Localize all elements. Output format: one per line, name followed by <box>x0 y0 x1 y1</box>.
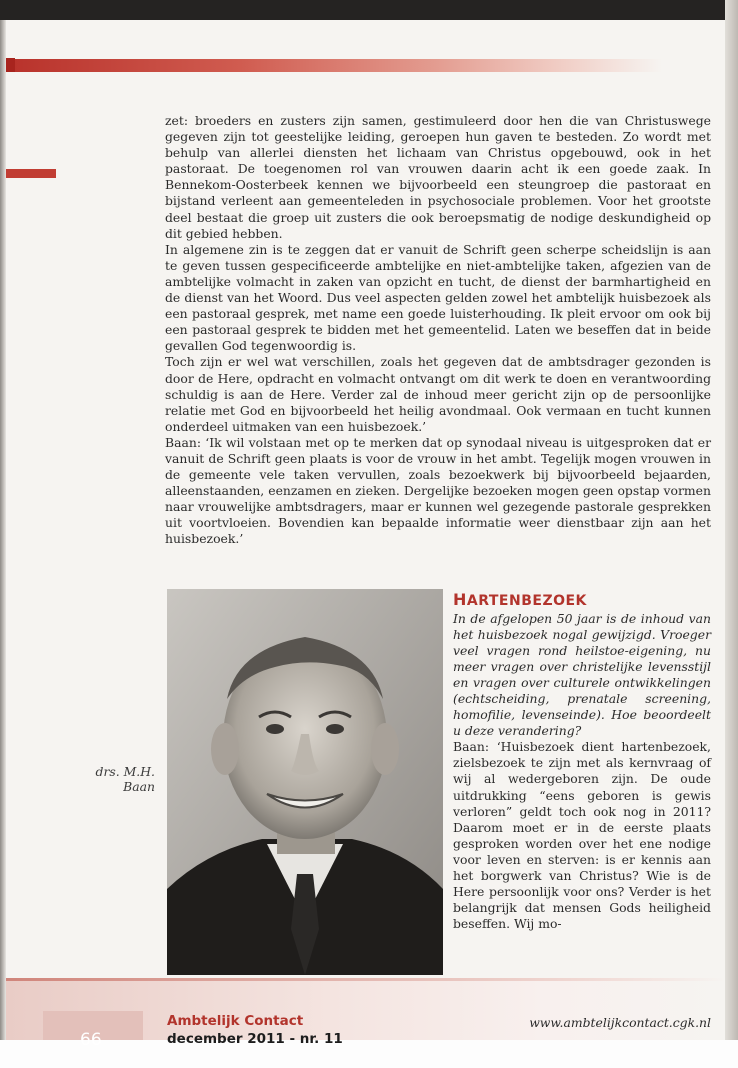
article-body <box>165 113 711 548</box>
section-question: In de afgelopen 50 jaar is de inhoud van het huisbezoek nogal gewijzigd. Vroeger veel vragen rond heilstoe-eigening, nu meer vragen over christelijke levensstijl en vragen over culturele ontwikkelingen (echtscheiding, prenatale screening, homofilie, levenseinde). Hoe beoordeelt u deze verandering? <box>453 611 711 739</box>
page-number: 66 <box>80 1030 102 1050</box>
paragraph: Toch zijn er wel wat verschillen, zoals het gegeven dat de ambtsdrager gezonden is door de Here, opdracht en volmacht ontvangt om dit werk te doen en verantwoording schuldig is aan de Here. Verder zal de inhoud meer gericht zijn op de persoonlijke relatie met God en bijvoorbeeld het heilig avondmaal. Ook vermaan en tucht kunnen onderdeel uitmaken van een huisbezoek.’ <box>165 354 711 434</box>
website-link[interactable]: www.ambtelijkcontact.cgk.nl <box>529 1015 711 1030</box>
paragraph: zet: broeders en zusters zijn samen, gestimuleerd door hen die van Christuswege gegeven zijn tot geestelijke leiding, geroepen hun gaven te besteden. Zo wordt met behulp van allerlei diensten het lichaam van Christus opgebouwd, ook in het pastoraat. De toegenomen rol van vrouwen daarin acht ik een goede zaak. In Bennekom-Oosterbeek kennen we bijvoorbeeld een steungroep die pastoraat en bijstand verleent aan gemeenteleden in psychosociale problemen. Voor het grootste deel bestaat die groep uit zusters die ook beroepsmatig de nodige deskundigheid op dit gebied hebben. <box>165 113 711 241</box>
portrait-photo <box>167 589 443 975</box>
scan-bottom-edge <box>0 1040 738 1068</box>
sidebar-column <box>453 591 711 932</box>
tab-marker <box>6 169 56 178</box>
paragraph: Baan: ‘Ik wil volstaan met op te merken dat op synodaal niveau is uitgesproken dat er vanuit de Schrift geen plaats is voor de vrouw in het ambt. Tegelijk mogen vrouwen in de gemeente vele taken vervullen, zoals bezoekwerk bij bijvoorbeeld bejaarden, alleenstaanden, eenzamen en zieken. Dergelijke bezoeken mogen geen opstap vormen naar vrouwelijke ambtsdragers, maar er kunnen wel gezegende pastorale gesprekken uit voortvloeien. Bovendien kan bepaalde informatie weer dienstbaar zijn aan het huisbezoek.’ <box>165 434 711 547</box>
section-answer: Baan: ‘Huisbezoek dient hartenbezoek, zielsbezoek te zijn met als kernvraag of wij al wedergeboren zijn. De oude uitdrukking “eens geboren is gewis verloren” geldt toch ook nog in 2011? Daarom moet er in de eerste plaats gesproken worden over het ene nodige voor leven en sterven: is er kennis aan het borgwerk van Christus? Wie is de Here persoonlijk voor ons? Verder is het belangrijk dat mensen Gods heiligheid beseffen. Wij mo- <box>453 739 711 931</box>
portrait-illustration <box>167 589 443 975</box>
heading-rest: ARTENBEZOEK <box>466 593 587 609</box>
heading-initial: H <box>453 590 467 609</box>
photo-caption: drs. M.H. Baan <box>95 764 155 794</box>
magazine-name: Ambtelijk Contact <box>167 1013 304 1029</box>
scan-top-edge <box>0 0 738 20</box>
footer-band-line <box>6 978 725 981</box>
magazine-issue: december 2011 - nr. 11 <box>167 1031 343 1047</box>
paragraph: In algemene zin is te zeggen dat er vanuit de Schrift geen scherpe scheidslijn is aan te geven tussen gespecificeerde ambtelijke en niet-ambtelijke taken, afgezien van de ambtelijke volmacht in zaken van opzicht en tucht, de dienst der barmhartigheid en de dienst van het Woord. Dus veel aspecten gelden zowel het ambtelijk huisbezoek als een pastoraal gesprek, met name een goede luisterhouding. Ik pleit ervoor om ook bij een pastoraal gesprek te bidden met het gemeentelid. Laten we beseffen dat in beide gevallen God tegenwoordig is. <box>165 241 711 354</box>
tab-marker-top <box>6 58 15 72</box>
header-stripe <box>14 59 662 72</box>
scan-right-edge <box>725 0 738 1068</box>
section-heading <box>453 591 711 610</box>
